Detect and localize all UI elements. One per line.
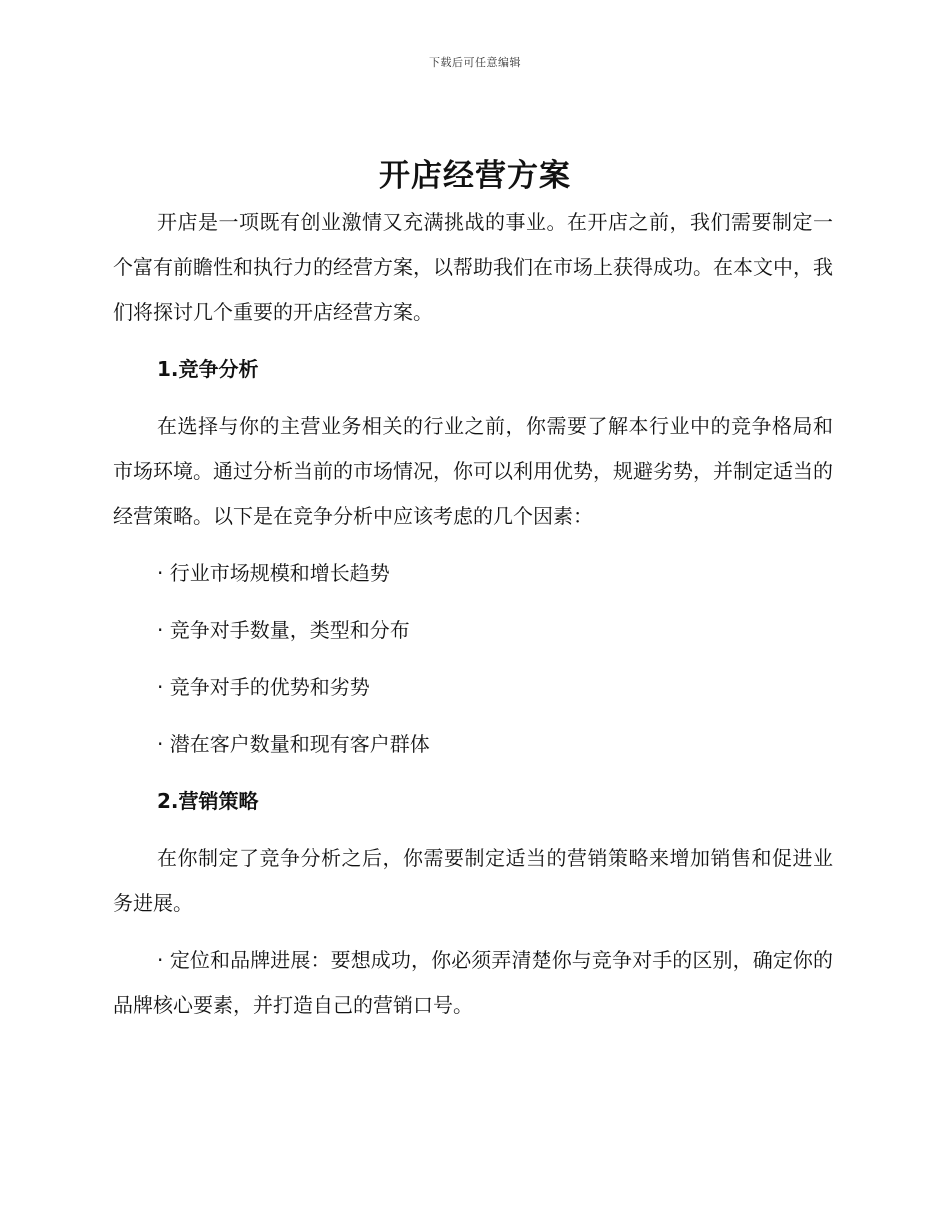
marketing-paragraph: 在你制定了竞争分析之后，你需要制定适当的营销策略来增加销售和促进业务进展。 (113, 846, 833, 915)
list-item: · 潜在客户数量和现有客户群体 (157, 732, 430, 756)
positioning-bullet-paragraph: · 定位和品牌进展：要想成功，你必须弄清楚你与竞争对手的区别，确定你的品牌核心要素，并打造自己的营销口号。 (113, 948, 833, 1017)
section-heading-marketing: 2.营销策略 (157, 789, 259, 813)
list-item: · 竞争对手的优势和劣势 (157, 675, 370, 699)
section-heading-competition: 1.竞争分析 (157, 357, 259, 381)
document-title: 开店经营方案 (379, 158, 571, 194)
intro-paragraph: 开店是一项既有创业激情又充满挑战的事业。在开店之前，我们需要制定一个富有前瞻性和执行力的经营方案，以帮助我们在市场上获得成功。在本文中，我们将探讨几个重要的开店经营方案。 (113, 210, 833, 324)
list-item: · 行业市场规模和增长趋势 (157, 561, 390, 585)
document-body (113, 200, 833, 1028)
header-note: 下载后可任意编辑 (429, 56, 521, 69)
list-item: · 竞争对手数量，类型和分布 (157, 618, 410, 642)
competition-paragraph: 在选择与你的主营业务相关的行业之前，你需要了解本行业中的竞争格局和市场环境。通过分析当前的市场情况，你可以利用优势，规避劣势，并制定适当的经营策略。以下是在竞争分析中应该考虑的几个因素： (113, 414, 833, 528)
